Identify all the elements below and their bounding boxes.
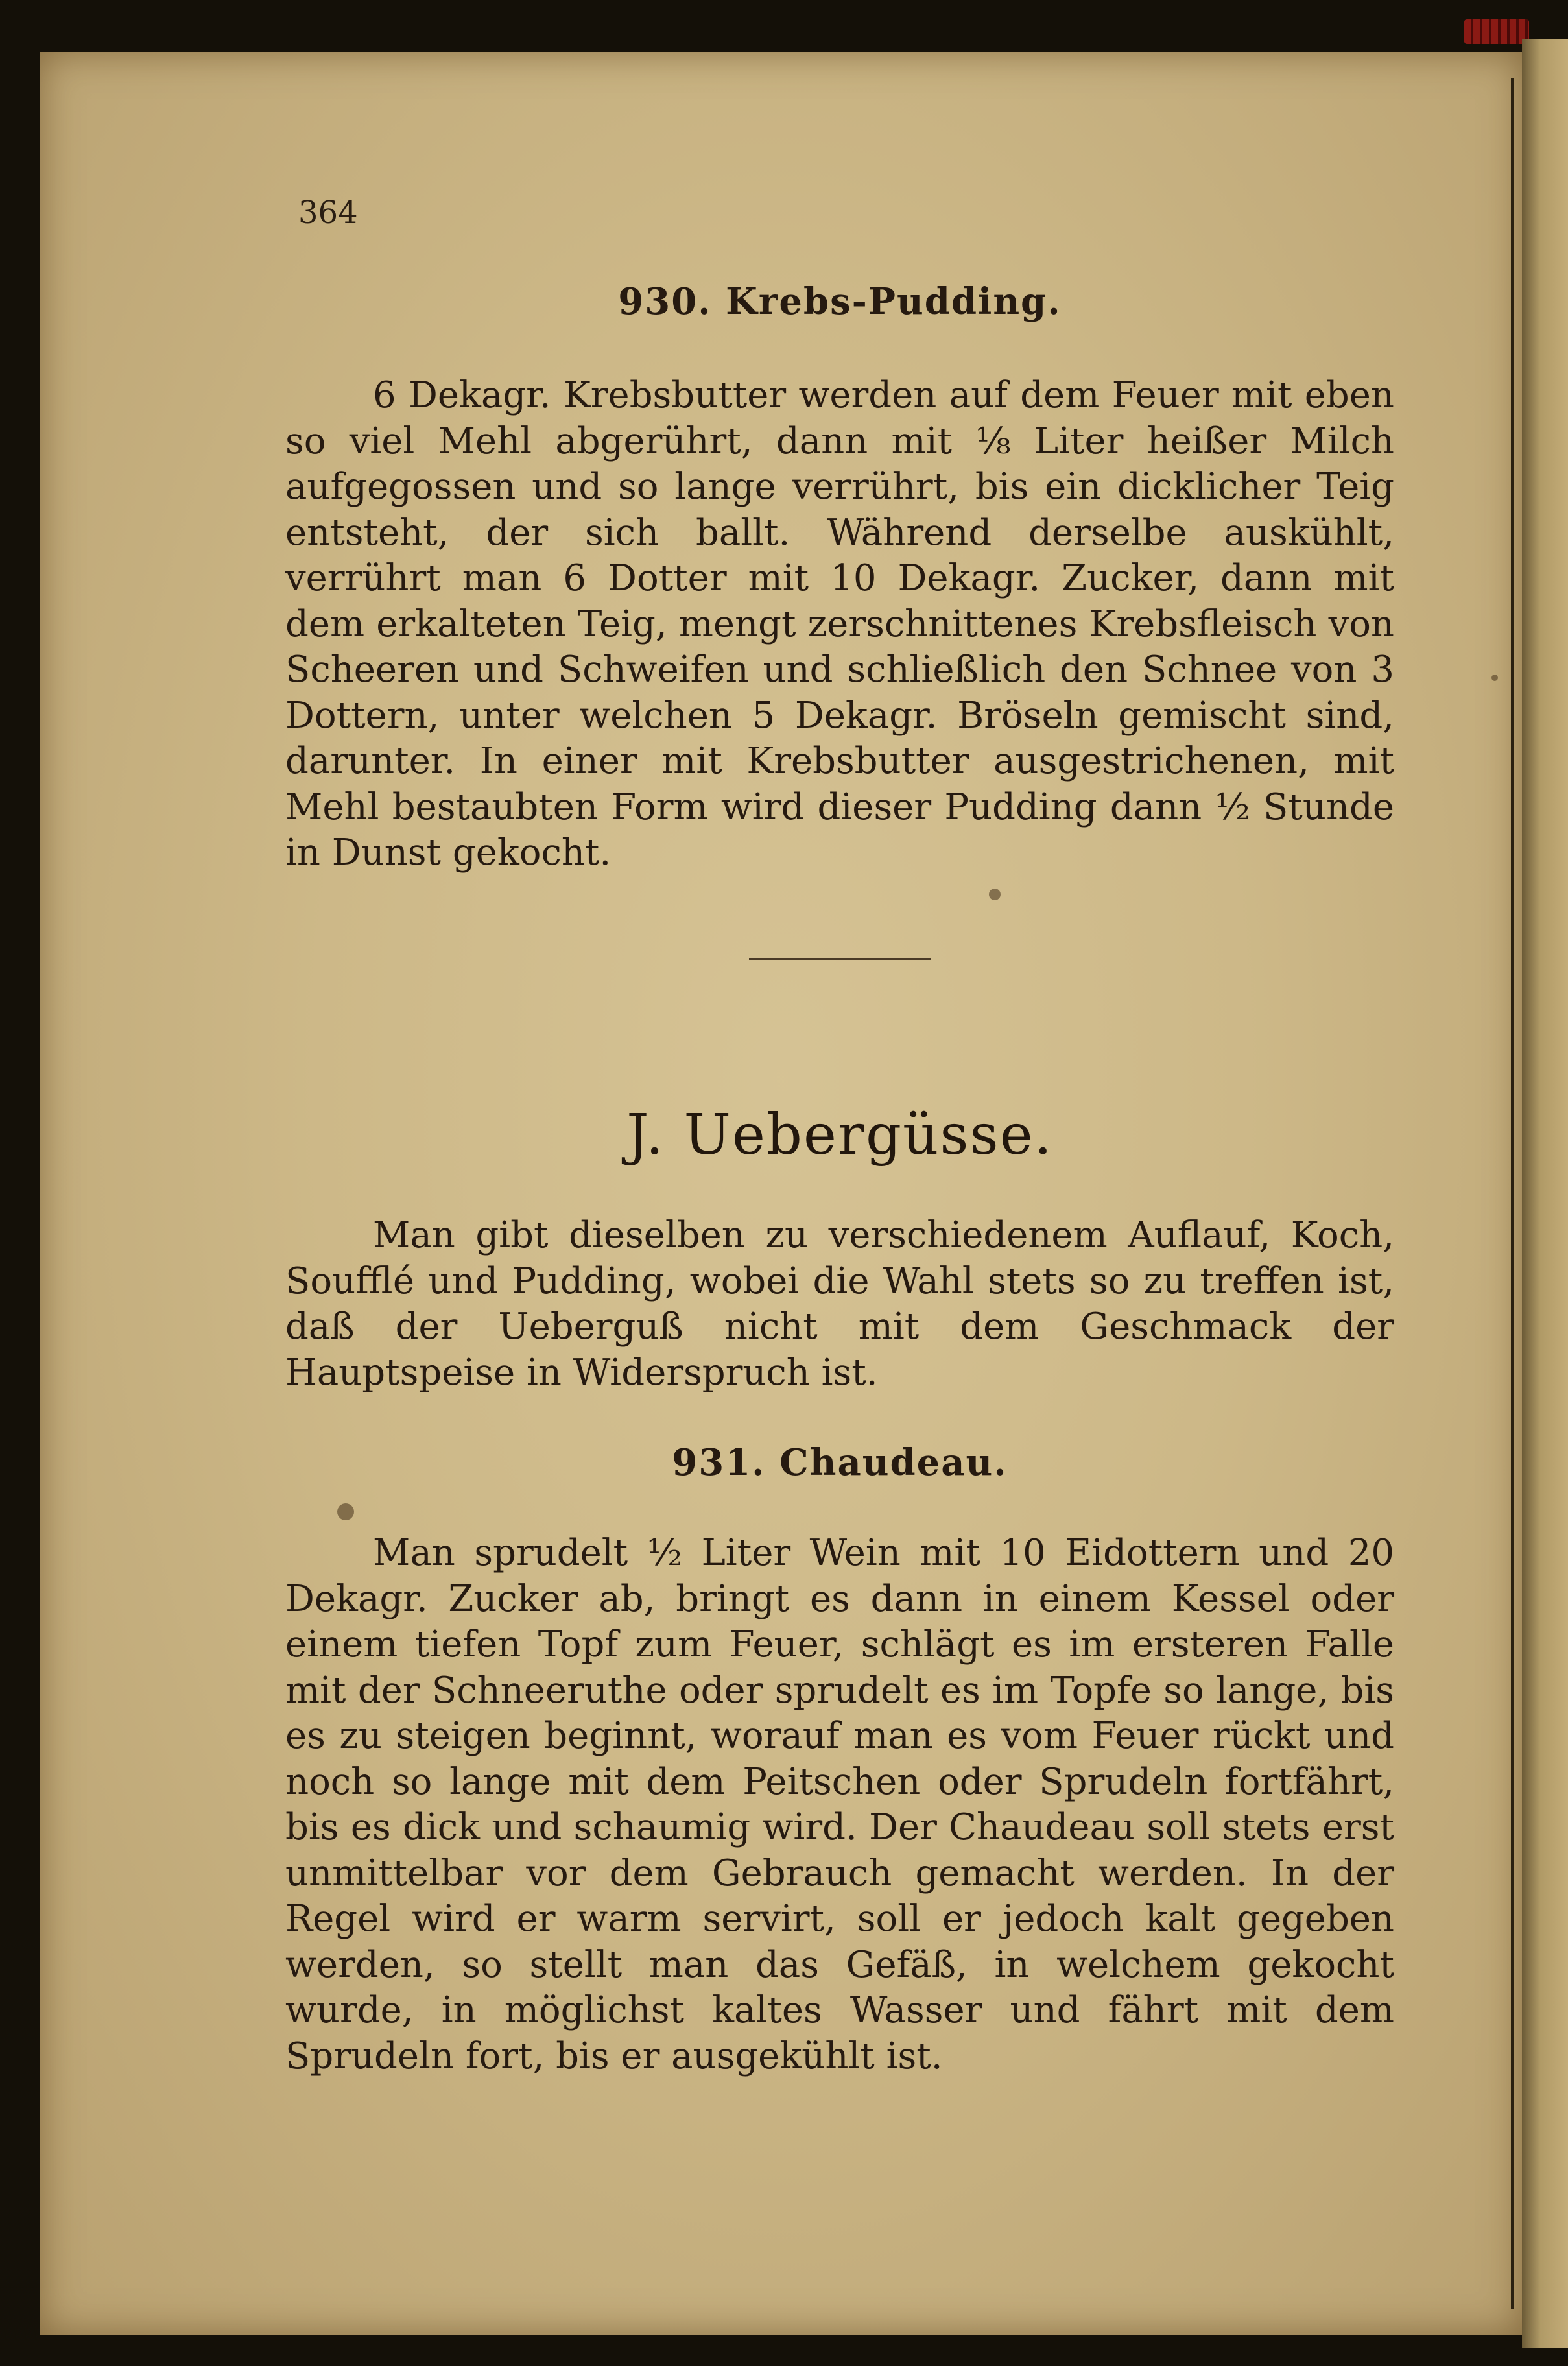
page-number: 364 — [298, 195, 358, 231]
bookmark-ribbon — [1464, 19, 1529, 44]
recipe-931-text — [285, 1531, 1394, 2079]
section-divider — [749, 958, 931, 960]
facing-page-edge — [1522, 39, 1568, 2348]
page-gutter-shadow — [1511, 78, 1514, 2309]
recipe-930-paragraph: 6 Dekagr. Krebsbutter werden auf dem Feuer mit eben so viel Mehl abgerührt, dann mit ⅛ Liter heißer Milch aufgegossen und so lange verrührt, bis ein dicklicher Teig entsteht, der sich ballt. Während derselbe auskühlt, verrührt man 6 Dotter mit 10 Dekagr. Zucker, dann mit dem erkalteten Teig, mengt zerschnittenes Krebsfleisch von Scheeren und Schweifen und schließlich den Schnee von 3 Dottern, unter welchen 5 Dekagr. Bröseln gemischt sind, darunter. In einer mit Krebsbutter ausgestrichenen, mit Mehl bestaubten Form wird dieser Pudding dann ½ Stunde in Dunst gekocht. — [285, 374, 1394, 874]
recipe-930-text — [285, 373, 1394, 876]
recipe-931-paragraph: Man sprudelt ½ Liter Wein mit 10 Eidottern und 20 Dekagr. Zucker ab, bringt es dann in einem Kessel oder einem tiefen Topf zum Feuer, schlägt es im ersteren Falle mit der Schneeruthe oder sprudelt es im Topfe so lange, bis es zu steigen beginnt, worauf man es vom Feuer rückt und noch so lange mit dem Peitschen oder Sprudeln fortfährt, bis es dick und schaumig wird. Der Chaudeau soll stets erst unmittelbar vor dem Gebrauch gemacht werden. In der Regel wird er warm servirt, soll er jedoch kalt gegeben werden, so stellt man das Gefäß, in welchem gekocht wurde, in möglichst kaltes Wasser und fährt mit dem Sprudeln fort, bis er ausgekühlt ist. — [285, 1532, 1394, 2077]
recipe-930-title: 930. Krebs-Pudding. — [618, 280, 1062, 323]
recipe-931-title: 931. Chaudeau. — [672, 1441, 1008, 1484]
section-title: J. Uebergüsse. — [626, 1103, 1053, 1167]
section-intro — [285, 1213, 1394, 1396]
section-intro-paragraph: Man gibt dieselben zu verschiedenem Auflauf, Koch, Soufflé und Pudding, wobei die Wahl stets so zu treffen ist, daß der Ueberguß nicht mit dem Geschmack der Hauptspeise in Widerspruch ist. — [285, 1214, 1394, 1394]
page-stain — [989, 889, 1001, 900]
page-stain — [337, 1503, 354, 1520]
page-stain — [1491, 675, 1498, 681]
